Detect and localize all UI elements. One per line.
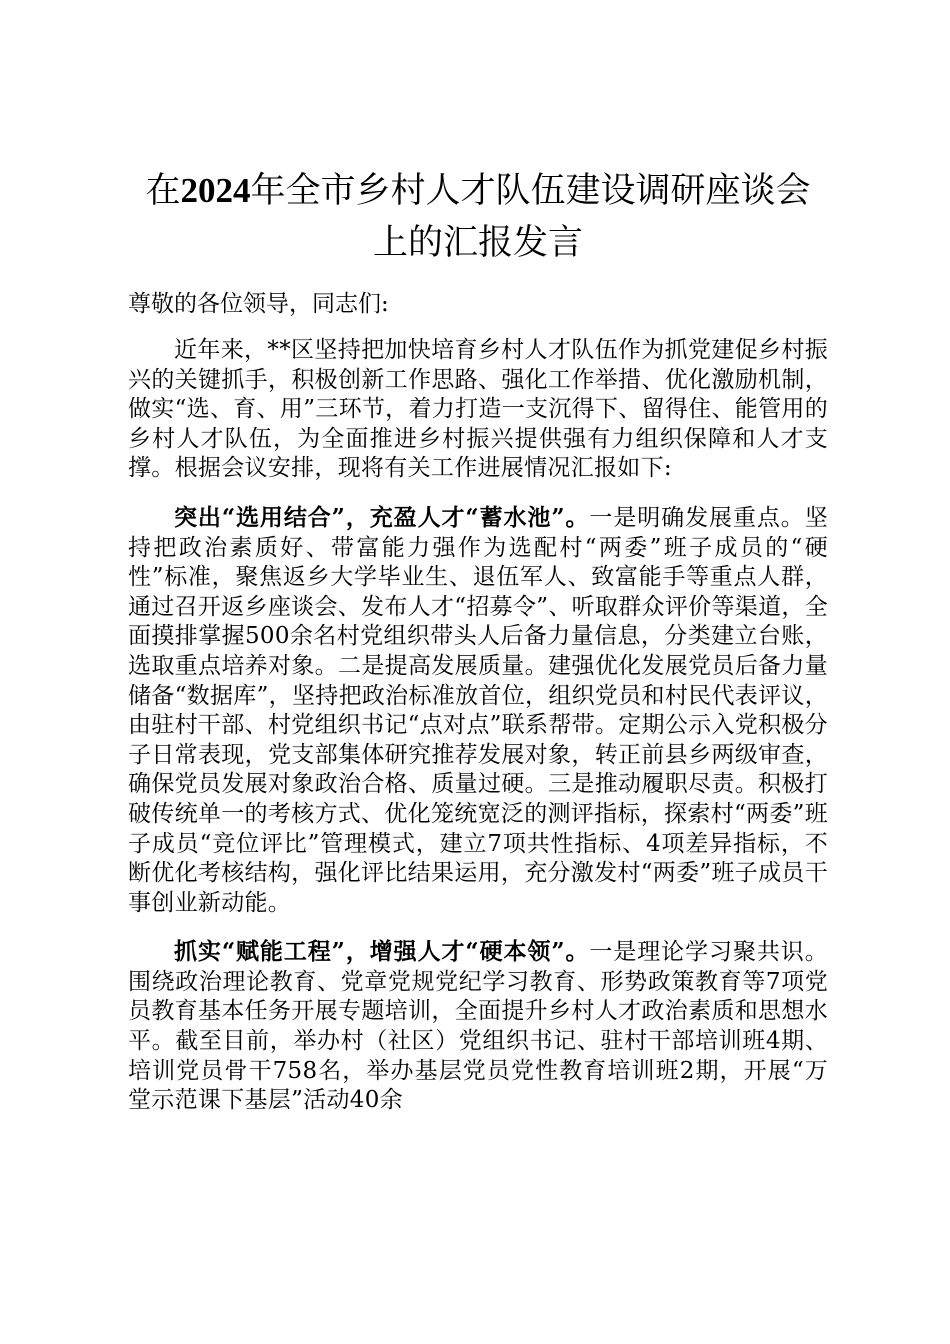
salutation: 尊敬的各位领导，同志们: [128, 291, 389, 317]
title-prefix: 在 [145, 171, 181, 211]
title-year: 2024 [180, 171, 251, 210]
paragraph-heading: 抓实“赋能工程”，增强人才“硬本领”。 [174, 938, 590, 966]
paragraph-intro [128, 336, 828, 484]
document-page [128, 165, 828, 1135]
paragraph-text: 近年来，**区坚持把加快培育乡村人才队伍作为抓党建促乡村振兴的关键抓手，积极创新工作思路、强化工作举措、优化激励机制，做实“选、育、用”三环节，着力打造一支沉得下、留得住、能管用的乡村人才队伍，为全面推进乡村振兴提供强有力组织保障和人才支撑。根据会议安排，现将有关工作进展情况汇报如下: [128, 337, 828, 482]
paragraph-text: 一是明确发展重点。坚持把政治素质好、带富能力强作为选配村“两委”班子成员的“硬性”标准，聚焦返乡大学毕业生、退伍军人、致富能手等重点人群，通过召开返乡座谈会、发布人才“招募令”、听取群众评价等渠道，全面摸排掌握500余名村党组织带头人后备力量信息，分类建立台账，选取重点培养对象。二是提高发展质量。建强优化发展党员后备力量储备“数据库”，坚持把政治标准放首位，组织党员和村民代表评议，由驻村干部、村党组织书记“点对点”联系帮带。定期公示入党积极分子日常表现，党支部集体研究推荐发展对象，转正前县乡两级审查，确保党员发展对象政治合格、质量过硬。三是推动履职尽责。积极打破传统单一的考核方式、优化笼统宽泛的测评指标，探索村“两委”班子成员“竞位评比”管理模式，建立7项共性指标、4项差异指标，不断优化考核结构，强化评比结果运用，充分激发村“两委”班子成员干事创业新动能。 [128, 504, 829, 916]
document-title [128, 165, 828, 269]
paragraph-text: 一是理论学习聚共识。围绕政治理论教育、党章党规党纪学习教育、形势政策教育等7项党员教育基本任务开展专题培训，全面提升乡村人才政治素质和思想水平。截至目前，举办村（社区）党组织书记、驻村干部培训班4期、培训党员骨干758名，举办基层党员党性教育培训班2期，开展“万堂示范课下基层”活动40余 [128, 939, 829, 1114]
paragraph-selection [128, 503, 828, 918]
paragraph-empowerment [128, 937, 828, 1116]
title-rest: 年全市乡村人才队伍建设调研座谈会上的汇报发言 [250, 171, 811, 263]
paragraph-heading: 突出“选用结合”，充盈人才“蓄水池”。 [174, 503, 590, 531]
